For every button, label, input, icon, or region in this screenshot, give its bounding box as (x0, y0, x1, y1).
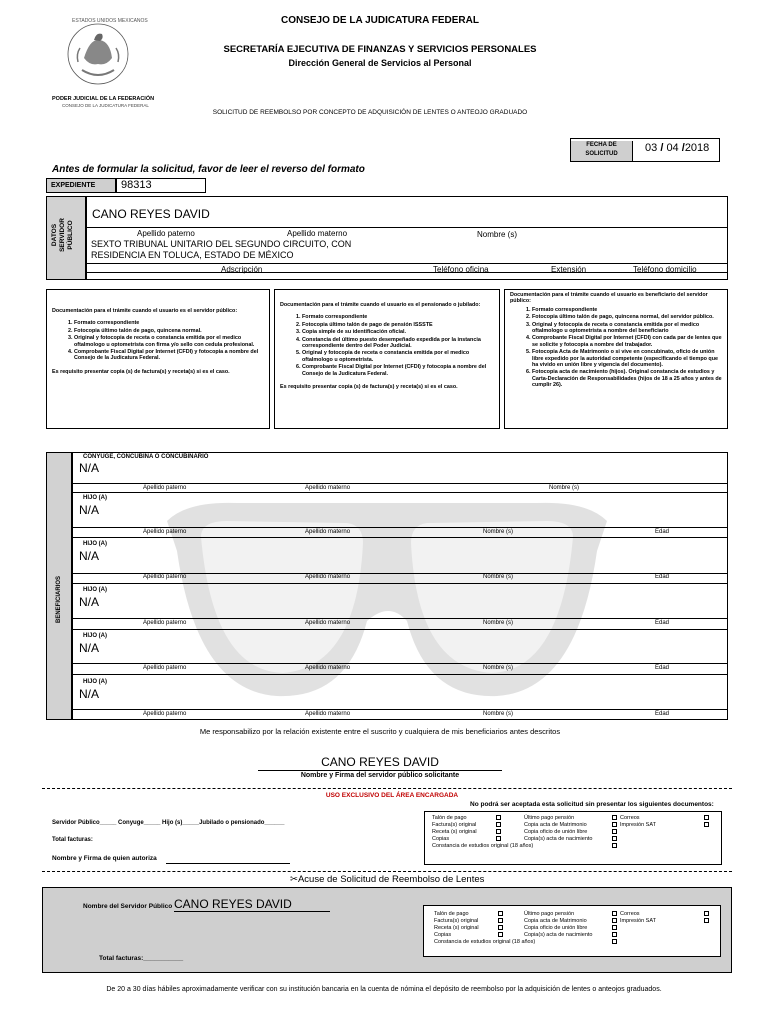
checkbox[interactable] (612, 939, 617, 944)
conyuge-label: CONYUGE, CONCUBINA O CONCUBINARIO (83, 454, 209, 460)
hijo-5-value[interactable]: N/A (79, 687, 100, 701)
checkbox[interactable] (612, 829, 617, 834)
checkbox[interactable] (704, 815, 709, 820)
org-line-1: CONSEJO DE LA JUDICATURA FEDERAL (281, 15, 479, 26)
checkbox[interactable] (498, 911, 503, 916)
adscripcion-value[interactable]: SEXTO TRIBUNAL UNITARIO DEL SEGUNDO CIRCUITO, CON RESIDENCIA EN TOLUCA, ESTADO DE MÉXICO (91, 239, 352, 260)
checkbox[interactable] (612, 932, 617, 937)
expediente-field[interactable]: 98313 (116, 178, 206, 193)
checkbox[interactable] (496, 836, 501, 841)
hijo-1-label: HIJO (A) (83, 495, 107, 501)
hijo-4-value[interactable]: N/A (79, 641, 100, 655)
checkbox[interactable] (498, 925, 503, 930)
checkbox[interactable] (612, 843, 617, 848)
glasses-watermark-icon (157, 491, 617, 711)
footer-note: De 20 a 30 días hábiles aproximadamente verificar con su institución bancaria en la cuenta de nómina el depósito de reembolso por la adquisición de lentes o anteojos graduados. (106, 986, 662, 993)
acuse-nombre-label: Nombre del Servidor Público (83, 903, 173, 910)
servidor-side-label: DATOS SERVIDOR PÚBLICO (46, 196, 86, 280)
expediente-label: EXPEDIENTE (46, 178, 116, 193)
checkbox[interactable] (704, 822, 709, 827)
poder-judicial-label: PODER JUDICIAL DE LA FEDERACIÓN (52, 96, 155, 102)
conyuge-value[interactable]: N/A (79, 461, 100, 475)
checkbox[interactable] (496, 829, 501, 834)
firma-name[interactable]: CANO REYES DAVID (321, 755, 439, 769)
fecha-box: FECHA DE SOLICITUD 03 / 04 /2018 (570, 138, 720, 162)
fecha-label-1: FECHA DE (586, 142, 617, 148)
checkbox[interactable] (704, 911, 709, 916)
seal-top-text: ESTADOS UNIDOS MEXICANOS (72, 18, 148, 24)
checkbox[interactable] (612, 836, 617, 841)
seal-logo (60, 14, 136, 90)
total-facturas-line[interactable]: Total facturas: (52, 837, 93, 843)
acuse-title-row (290, 874, 484, 885)
checklist-2: Talón de pago Factura(s) original Receta (s) original Copias Constancia de estudios original (18 años) Último pago pensión Copia acta de Matrimonio Copia oficio de unión libre Copia(s) acta de nacimiento Correos Impresión SAT (434, 911, 724, 961)
checklist-1: Talón de pago Factura(s) original Receta (s) original Copias Constancia de estudios original (18 años) Último pago pensión Copia acta de Matrimonio Copia oficio de unión libre Copia(s) acta de nacimiento Correos Impresión SAT (432, 815, 722, 865)
checkbox[interactable] (496, 822, 501, 827)
instruction-text: Antes de formular la solicitud, favor de leer el reverso del formato (52, 164, 365, 175)
uso-exclusivo-note: No podrá ser aceptada esta solicitud sin presentar los siguientes documentos: (470, 801, 714, 808)
fecha-year[interactable]: 2018 (684, 142, 710, 154)
hijo-2-label: HIJO (A) (83, 541, 107, 547)
hijo-3-value[interactable]: N/A (79, 595, 100, 609)
beneficiarios-table: CONYUGE, CONCUBINA O CONCUBINARIO N/A Apellido paterno Apellido materno Nombre (s) HIJO (A) N/A Apellido paterno Apellido materno Nombre (s) Edad HIJO (A) N/A Apellido paterno Apellido materno Nombre (s) Edad HIJO (A) N/A Apellido paterno Apellido materno Nombre (s) Edad HIJO (A) N/A Apellido paterno Apellido materno Nombre (s) Edad HIJO (A) N/A Apellido paterno Apellido materno Nombre (s) Edad (72, 452, 728, 720)
checkbox[interactable] (496, 815, 501, 820)
acuse-total-facturas[interactable]: Total facturas:___________ (99, 955, 184, 962)
form-title: SOLICITUD DE REEMBOLSO POR CONCEPTO DE ADQUISICIÓN DE LENTES O ANTEOJO GRADUADO (212, 109, 528, 116)
hijo-3-label: HIJO (A) (83, 587, 107, 593)
responsabilidad-text: Me responsabilizo por la relación existente entre el suscrito y cualquiera de mis beneficiarios antes descritos (199, 727, 561, 736)
fecha-label-2: SOLICITUD (585, 151, 618, 157)
hijo-2-value[interactable]: N/A (79, 549, 100, 563)
tipo-beneficiario-line[interactable]: Servidor Público_____ Conyuge_____ Hijo (s)_____Jubilado o pensionado______ (52, 820, 285, 826)
fecha-month[interactable]: 04 (666, 142, 679, 154)
beneficiarios-side-label: BENEFICIARIOS (46, 452, 72, 720)
servidor-name[interactable]: CANO REYES DAVID (92, 207, 210, 221)
acuse-nombre-value[interactable]: CANO REYES DAVID (174, 897, 292, 911)
hijo-1-value[interactable]: N/A (79, 503, 100, 517)
checkbox[interactable] (498, 932, 503, 937)
checkbox[interactable] (612, 925, 617, 930)
docs-servidor-box: Documentación para el trámite cuando el usuario es el servidor público: 1. Formato correspondiente 2. Fotocopia último talón de pago, quincena normal. 3. Original y fotocopia de receta o constancia emitida por el medico oftalmologo u optometrista con firma y/o sello con cedula profesional. 4. Comprobante Fiscal Digital por Internet (CFDI) y fotocopia a nombre del Consejo de la Judicatura Federal. Es requisito presentar copia (s) de factura(s) y receta(s) si es el caso. (46, 289, 270, 429)
eagle-seal-icon (60, 14, 136, 90)
checkbox[interactable] (704, 918, 709, 923)
hijo-4-label: HIJO (A) (83, 633, 107, 639)
uso-exclusivo-title: USO EXCLUSIVO DEL ÁREA ENCARGADA (325, 792, 459, 799)
acuse-title: Acuse de Solicitud de Reembolso de Lentes (297, 874, 485, 885)
checkbox[interactable] (498, 918, 503, 923)
firma-label: Nombre y Firma del servidor público solicitante (300, 772, 460, 779)
autoriza-line: Nombre y Firma de quien autoriza (52, 855, 157, 862)
hijo-5-label: HIJO (A) (83, 679, 107, 685)
docs-pensionado-box: Documentación para el trámite cuando el usuario es el pensionado o jubilado: 1. Formato correspondiente 2. Fotocopia último talón de pago de pensión ISSSTE 3. Copia simple de su identificación oficial. 4. Constancia del último puesto desempeñado expedida por la instancia correspondiente dentro del Poder Judicial. 5. Original y fotocopia de receta o constancia emitida por el medico oftalmologo u optometrista. 6. Comprobante Fiscal Digital por Internet (CFDI) y fotocopia a nombre del Consejo de la Judicatura Federal. Es requisito presentar copia (s) de factura(s) y receta(s) si es el caso. (274, 289, 500, 429)
org-line-3: Dirección General de Servicios al Personal (288, 58, 472, 68)
docs-beneficiario-box: Documentación para el trámite cuando el usuario es beneficiario del servidor público: 1. Formato correspondiente 2. Fotocopia último talón de pago, quincena normal, del servidor público. 3. Original y fotocopia de receta o constancia emitida por el medico oftalmologo u optometrista a nombre del beneficiario 4. Comprobante Fiscal Digital por Internet (CFDI) con cada par de lentes que se solicite y fotocopia a nombre del trabajador. 5. Fotocopia Acta de Matrimonio o si vive en concubinato, oficio de unión libre expedido por la autoridad competente (especificando el tiempo que ha vivido en unión libre y vigencia del documento). 6. Fotocopia acta de nacimiento (hijos). Original constancia de estudios y Carta-Declaración de Responsabilidades (hijos de 18 a 25 años y antes de cumplir 26). (504, 289, 728, 429)
servidor-form: CANO REYES DAVID Apellido paterno Apellido materno Nombre (s) SEXTO TRIBUNAL UNITARIO DEL SEGUNDO CIRCUITO, CON RESIDENCIA EN TOLUCA, ESTADO DE MÉXICO Adscripción Teléfono oficina Extensión Teléfono domicilio (86, 196, 728, 280)
autoriza-underline[interactable] (166, 863, 290, 864)
consejo-small-label: CONSEJO DE LA JUDICATURA FEDERAL (62, 103, 149, 108)
scissors-icon: ✂ (290, 874, 298, 885)
org-line-2: SECRETARÍA EJECUTIVA DE FINANZAS Y SERVICIOS PERSONALES (223, 44, 537, 55)
fecha-day[interactable]: 03 (645, 142, 658, 154)
